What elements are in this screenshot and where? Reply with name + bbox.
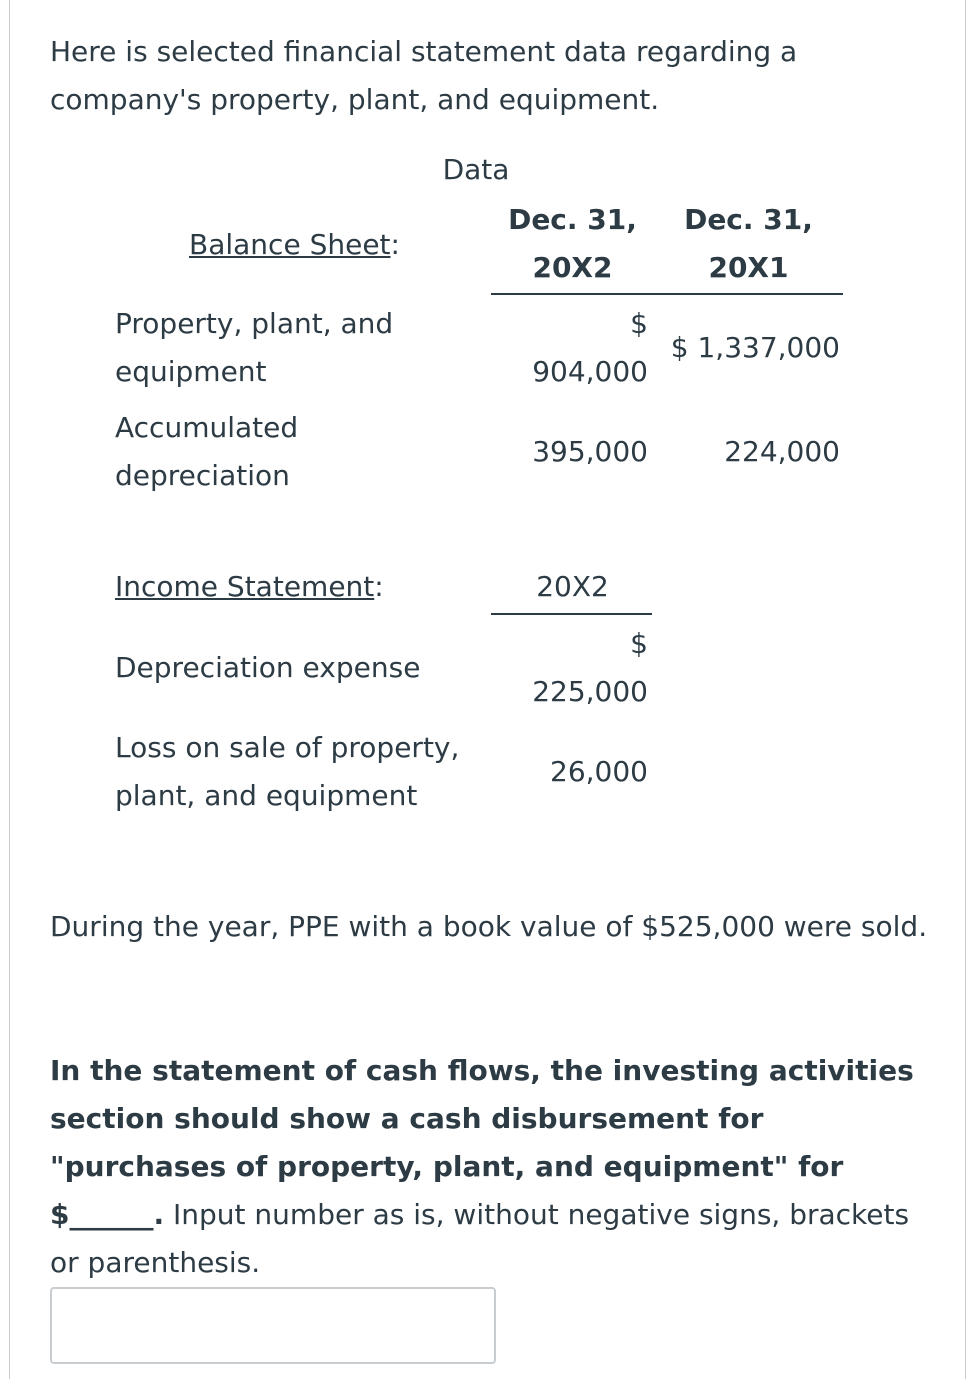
- dep-expense-value: $ 225,000: [532, 627, 648, 708]
- data-caption: Data: [442, 153, 510, 186]
- col-dec31-20x2-header: Dec. 31, 20X2: [508, 203, 637, 284]
- accum-dep-20x1-value: 224,000: [724, 435, 840, 468]
- col-20x2-header: 20X2: [536, 570, 609, 603]
- income-statement-title: Income Statement:: [115, 570, 384, 603]
- income-header-rule: [491, 613, 652, 615]
- loss-on-sale-value: 26,000: [550, 755, 648, 788]
- accum-dep-label: Accumulated depreciation: [115, 411, 299, 492]
- loss-on-sale-label: Loss on sale of property, plant, and equipment: [115, 731, 460, 812]
- col-dec31-20x1-header: Dec. 31, 20X1: [684, 203, 813, 284]
- ppe-20x1-value: $ 1,337,000: [670, 331, 840, 364]
- question-text: In the statement of cash flows, the investing activities section should show a cash disbursement for "purchases of property, plant, and equipment" for $______. Input number as is, without negative signs, brackets or parenthesis.: [50, 1054, 914, 1279]
- ppe-label: Property, plant, and equipment: [115, 307, 394, 388]
- balance-sheet-title: Balance Sheet:: [189, 228, 400, 261]
- intro-text: Here is selected financial statement data regarding a company's property, plant, and equipment.: [50, 35, 798, 116]
- dep-expense-label: Depreciation expense: [115, 651, 421, 684]
- answer-input[interactable]: [50, 1287, 496, 1364]
- balance-header-rule: [491, 293, 843, 295]
- sale-note: During the year, PPE with a book value of $525,000 were sold.: [50, 910, 928, 943]
- accum-dep-20x2-value: 395,000: [532, 435, 648, 468]
- ppe-20x2-value: $ 904,000: [532, 307, 648, 388]
